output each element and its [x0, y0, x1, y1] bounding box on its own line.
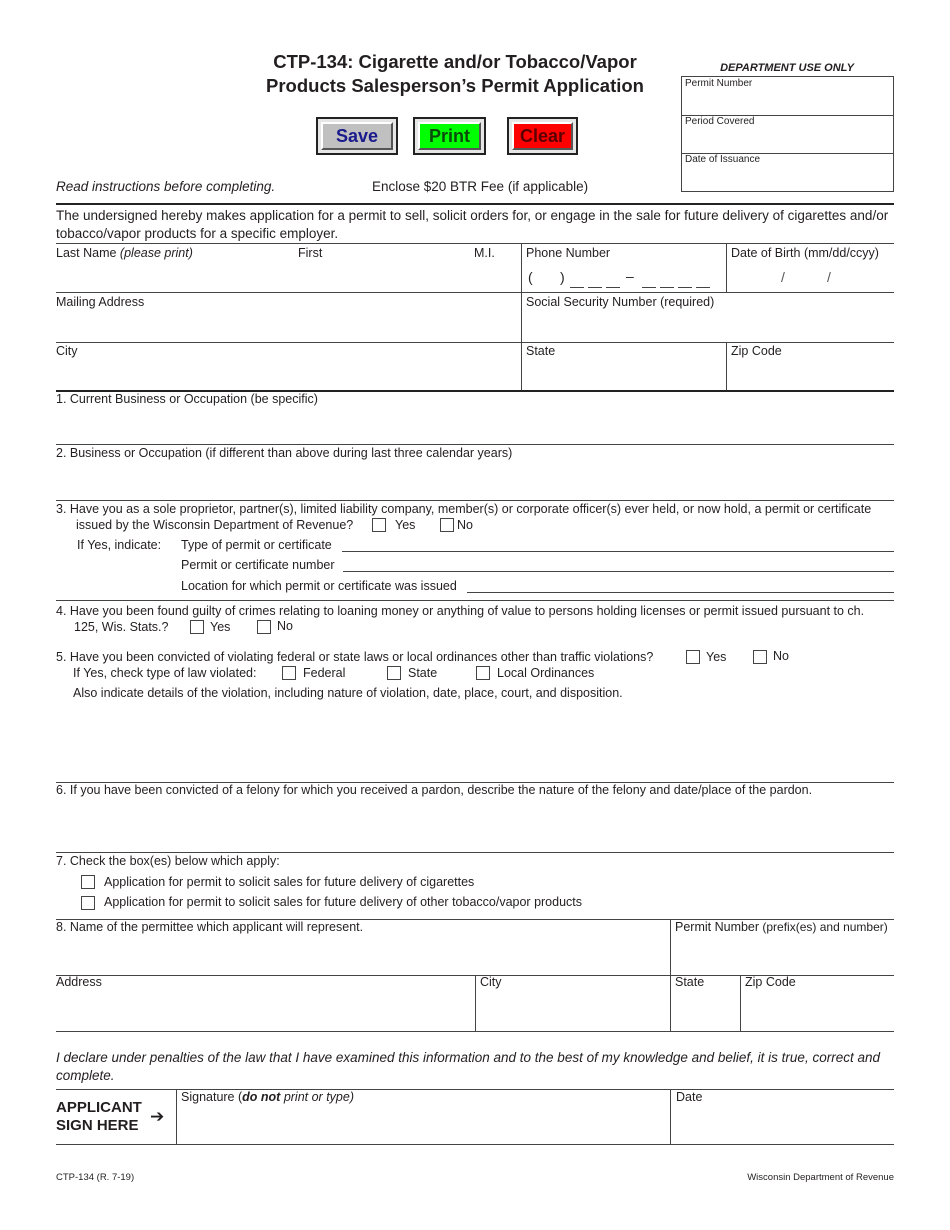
q8-permit-label: Permit Number (prefix(es) and number)	[675, 920, 888, 934]
mailing-address-field[interactable]	[56, 310, 521, 341]
q5-yes-checkbox[interactable]	[686, 650, 700, 664]
intro-top-rule	[56, 203, 894, 205]
q3-yes-checkbox[interactable]	[372, 518, 386, 532]
page-title	[245, 50, 665, 98]
q3-location-field[interactable]	[467, 592, 894, 593]
dept-use-box	[681, 76, 894, 192]
intro-text: The undersigned hereby makes application for a permit to sell, solicit orders for, or engage in the sale for future delivery of cigarettes and/or tobacco/vapor products for a specific employer.	[56, 208, 889, 241]
phone-digit-slot	[678, 287, 692, 288]
phone-field[interactable]	[522, 260, 726, 292]
q7-tobacco-checkbox[interactable]	[81, 896, 95, 910]
q8-permittee-field[interactable]	[56, 936, 669, 974]
phone-digit-slot	[642, 287, 656, 288]
state-field[interactable]	[522, 360, 726, 389]
grid-rule-3	[56, 342, 894, 343]
q8-city-field[interactable]	[476, 992, 669, 1030]
first-name-label: First	[298, 246, 323, 260]
q8-address-label: Address	[56, 975, 102, 989]
q5-details-label: Also indicate details of the violation, including nature of violation, date, place, court, and disposition.	[73, 686, 623, 700]
q5-local-checkbox[interactable]	[476, 666, 490, 680]
title-line-2: Products Salesperson’s Permit Application	[266, 75, 644, 96]
signature-field[interactable]	[177, 1106, 669, 1143]
sign-date-label: Date	[676, 1090, 703, 1104]
q3-text-line1: 3. Have you as a sole proprietor, partner(s), limited liability company, member(s) or corporate officer(s) ever held, or now hold, a permit or certificate	[56, 502, 872, 516]
q6-field[interactable]	[56, 800, 894, 850]
q3-number-field[interactable]	[343, 571, 894, 572]
dob-label: Date of Birth (mm/dd/ccyy)	[731, 246, 879, 260]
save-label: Save	[321, 122, 393, 150]
dept-period-covered-label: Period Covered	[685, 116, 755, 127]
phone-digit-slot	[660, 287, 674, 288]
q1-rule	[56, 444, 894, 445]
q6-label: 6. If you have been convicted of a felony for which you received a pardon, describe the nature of the felony and date/place of the pardon.	[56, 783, 813, 797]
q3-number-label: Permit or certificate number	[181, 558, 335, 572]
sign-date-field[interactable]	[671, 1106, 894, 1143]
q7-tobacco-label: Application for permit to solicit sales for future delivery of other tobacco/vapor products	[104, 895, 583, 909]
dept-date-issuance-label: Date of Issuance	[685, 154, 761, 165]
q2-rule	[56, 500, 894, 501]
phone-digit-slot	[588, 287, 602, 288]
title-line-1: CTP-134: Cigarette and/or Tobacco/Vapor	[273, 51, 637, 72]
sign-here-label: SIGN HERE	[56, 1117, 139, 1134]
phone-digit-slot	[606, 287, 620, 288]
city-field[interactable]	[56, 360, 521, 389]
q5-text-line1: 5. Have you been convicted of violating federal or state laws or local ordinances other than traffic violations?	[56, 650, 654, 664]
q3-type-label: Type of permit or certificate	[181, 538, 332, 552]
q3-rule	[56, 600, 894, 601]
q5-no-checkbox[interactable]	[753, 650, 767, 664]
q5-state-label: State	[408, 666, 438, 680]
applicant-label: APPLICANT	[56, 1099, 142, 1116]
clear-button[interactable]	[507, 117, 578, 155]
q5-federal-label: Federal	[303, 666, 346, 680]
q8-zip-label: Zip Code	[745, 975, 796, 989]
dob-separator-2: /	[827, 269, 831, 285]
phone-digit-slot	[696, 287, 710, 288]
phone-hyphen: –	[626, 268, 634, 284]
q8-title: 8. Name of the permittee which applicant will represent.	[56, 920, 364, 934]
dept-permit-number-label: Permit Number	[685, 78, 753, 89]
clear-label: Clear	[512, 122, 573, 150]
dept-use-title: DEPARTMENT USE ONLY	[720, 62, 854, 74]
q8-bottom-rule	[56, 1031, 894, 1032]
q4-yes-checkbox[interactable]	[190, 620, 204, 634]
q6-rule	[56, 852, 894, 853]
q2-field[interactable]	[56, 463, 894, 499]
grid-rule-2	[56, 292, 894, 293]
q8-address-field[interactable]	[56, 992, 474, 1030]
state-label: State	[526, 344, 556, 358]
q5-local-label: Local Ordinances	[497, 666, 595, 680]
q7-title: 7. Check the box(es) below which apply:	[56, 854, 280, 868]
signature-label: Signature (do not print or type)	[181, 1090, 354, 1104]
q4-text-line2: 125, Wis. Stats.?	[74, 620, 169, 634]
mailing-address-label: Mailing Address	[56, 295, 145, 309]
q8-permit-number-field[interactable]	[671, 936, 894, 974]
agency-name: Wisconsin Department of Revenue	[747, 1172, 894, 1183]
q5-state-checkbox[interactable]	[387, 666, 401, 680]
q5-check-type-label: If Yes, check type of law violated:	[73, 666, 257, 680]
q1-field[interactable]	[56, 408, 894, 443]
q5-details-field[interactable]	[56, 702, 894, 780]
q7-cigarettes-checkbox[interactable]	[81, 875, 95, 889]
save-button[interactable]	[316, 117, 398, 155]
q3-location-label: Location for which permit or certificate was issued	[181, 579, 457, 593]
print-label: Print	[418, 122, 481, 150]
q3-no-label: No	[457, 518, 473, 532]
q3-type-field[interactable]	[342, 551, 894, 552]
phone-label: Phone Number	[526, 246, 611, 260]
q3-yes-label: Yes	[395, 518, 416, 532]
city-label: City	[56, 344, 78, 358]
q4-yes-label: Yes	[210, 620, 231, 634]
q3-text-line2: issued by the Wisconsin Department of Revenue?	[76, 518, 354, 532]
fee-note: Enclose $20 BTR Fee (if applicable)	[372, 179, 589, 194]
signature-bottom-rule	[56, 1144, 894, 1145]
dob-separator-1: /	[781, 269, 785, 285]
q4-no-label: No	[277, 619, 293, 633]
instructions-note: Read instructions before completing.	[56, 179, 276, 194]
q5-yes-label: Yes	[706, 650, 727, 664]
declaration-text: I declare under penalties of the law that I have examined this information and to the best of my knowledge and belief, it is true, correct and complete.	[56, 1050, 880, 1083]
zip-label: Zip Code	[731, 344, 782, 358]
zip-field[interactable]	[727, 360, 894, 389]
name-field[interactable]	[56, 262, 521, 292]
phone-close-paren: )	[560, 269, 565, 285]
last-name-label: Last Name (please print)	[56, 246, 193, 260]
q5-no-label: No	[773, 649, 789, 663]
grid-top-rule	[56, 243, 894, 244]
q3-if-yes-label: If Yes, indicate:	[77, 538, 162, 552]
q8-state-field[interactable]	[671, 992, 739, 1030]
q8-zip-field[interactable]	[741, 992, 894, 1030]
q4-no-checkbox[interactable]	[257, 620, 271, 634]
q3-no-checkbox[interactable]	[440, 518, 454, 532]
q5-federal-checkbox[interactable]	[282, 666, 296, 680]
q8-state-label: State	[675, 975, 705, 989]
form-id: CTP-134 (R. 7-19)	[56, 1172, 135, 1183]
middle-initial-label: M.I.	[474, 246, 495, 260]
print-button[interactable]	[413, 117, 486, 155]
q8-city-label: City	[480, 975, 502, 989]
dob-field[interactable]	[727, 260, 894, 292]
q4-text-line1: 4. Have you been found guilty of crimes relating to loaning money or anything of value to persons holding licenses or permit issued pursuant to ch.	[56, 604, 865, 618]
applicant-sign-here	[56, 1099, 142, 1135]
q7-cigarettes-label: Application for permit to solicit sales for future delivery of cigarettes	[104, 875, 475, 889]
q1-label: 1. Current Business or Occupation (be specific)	[56, 392, 318, 406]
ssn-label: Social Security Number (required)	[526, 295, 715, 309]
phone-digit-slot	[570, 287, 584, 288]
ssn-field[interactable]	[522, 310, 894, 341]
phone-open-paren: (	[528, 269, 533, 285]
arrow-icon: ➔	[150, 1107, 165, 1126]
q2-label: 2. Business or Occupation (if different than above during last three calendar years)	[56, 446, 513, 460]
